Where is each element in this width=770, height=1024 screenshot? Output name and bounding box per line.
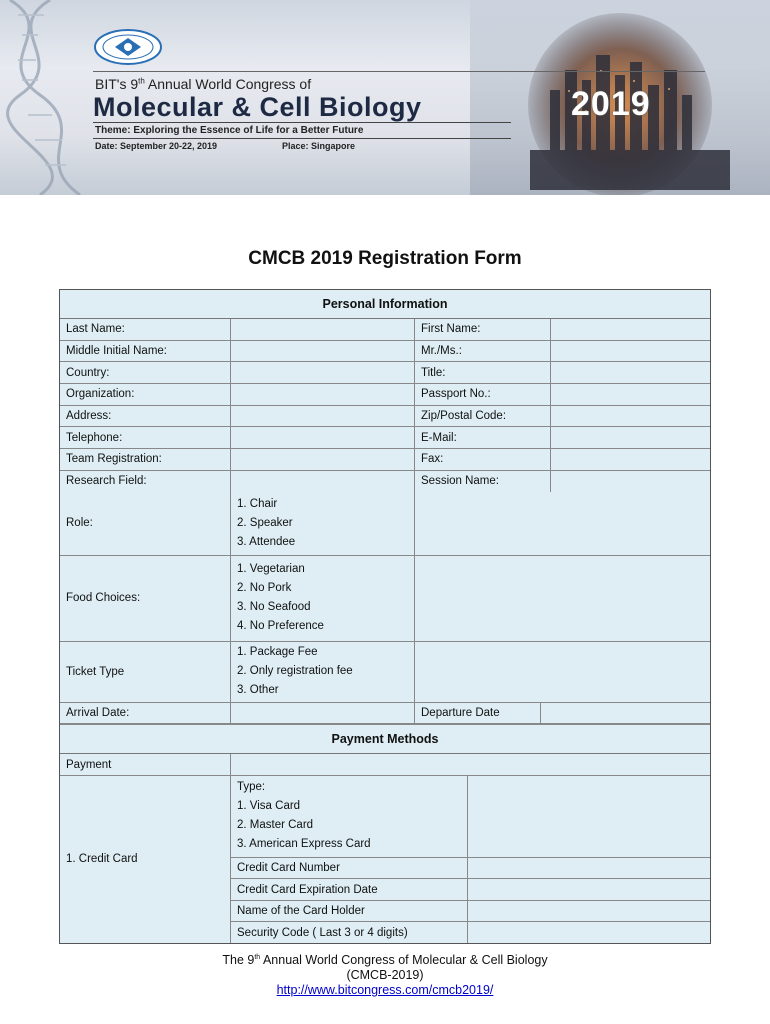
table-row (60, 427, 710, 449)
card-type-list (231, 776, 468, 857)
field-label: Zip/Postal Code: (415, 406, 551, 427)
field-label: Session Name: (415, 471, 551, 492)
card-type-option[interactable]: 3. American Express Card (237, 838, 371, 851)
credit-card-fields (231, 776, 710, 943)
role-label: Role: (60, 492, 231, 555)
card-expiration-input[interactable] (468, 879, 710, 900)
congress-year: 2019 (571, 85, 651, 123)
field-input[interactable] (551, 471, 710, 492)
payment-label: Payment (60, 754, 231, 775)
form-title: CMCB 2019 Registration Form (248, 248, 522, 269)
payment-row (60, 754, 710, 776)
congress-place: Place: Singapore (282, 141, 356, 151)
payment-methods-header: Payment Methods (60, 724, 710, 754)
field-label: Mr./Ms.: (415, 341, 551, 362)
congress-date: Date: September 20-22, 2019 (95, 141, 218, 151)
congress-name: Molecular & Cell Biology (93, 92, 422, 122)
field-input[interactable] (551, 362, 710, 383)
field-input[interactable] (551, 319, 710, 340)
footer-acronym: (CMCB-2019) (346, 968, 424, 983)
ticket-type-label: Ticket Type (60, 642, 231, 702)
card-type-heading: Type: (237, 781, 266, 794)
card-type-input[interactable] (468, 776, 710, 857)
field-input[interactable] (231, 319, 415, 340)
field-input[interactable] (551, 449, 710, 470)
field-label: Research Field: (60, 471, 231, 492)
congress-theme: Theme: Exploring the Essence of Life for a Better Future (95, 125, 364, 136)
field-input[interactable] (231, 449, 415, 470)
card-type-row (231, 776, 710, 858)
dates-row (60, 703, 710, 725)
food-option[interactable]: 2. No Pork (237, 582, 292, 594)
ticket-row (60, 642, 710, 703)
field-input[interactable] (551, 406, 710, 427)
field-input[interactable] (231, 406, 415, 427)
card-type-option[interactable]: 2. Master Card (237, 819, 314, 832)
card-number-row (231, 858, 710, 880)
role-option[interactable]: 2. Speaker (237, 516, 293, 529)
banner-rule (93, 71, 705, 72)
footer-website-link[interactable]: http://www.bitcongress.com/cmcb2019/ (276, 983, 494, 998)
field-label: Fax: (415, 449, 551, 470)
ticket-options (231, 642, 415, 702)
role-option[interactable]: 1. Chair (237, 497, 278, 510)
field-label: Middle Initial Name: (60, 341, 231, 362)
security-code-label: Security Code ( Last 3 or 4 digits) (231, 922, 468, 943)
food-row (60, 556, 710, 642)
table-row (60, 384, 710, 406)
ticket-input[interactable] (415, 642, 710, 702)
security-code-input[interactable] (468, 922, 710, 943)
field-label: Address: (60, 406, 231, 427)
arrival-date-label: Arrival Date: (60, 703, 231, 724)
ticket-option[interactable]: 3. Other (237, 684, 279, 696)
card-expiration-row (231, 879, 710, 901)
field-input[interactable] (551, 341, 710, 362)
role-input[interactable] (415, 492, 710, 555)
field-input[interactable] (231, 341, 415, 362)
ticket-option[interactable]: 2. Only registration fee (237, 665, 353, 677)
field-input[interactable] (551, 384, 710, 405)
table-row (60, 449, 710, 471)
field-label: Passport No.: (415, 384, 551, 405)
field-label: First Name: (415, 319, 551, 340)
field-label: Country: (60, 362, 231, 383)
field-label: Telephone: (60, 427, 231, 448)
role-option[interactable]: 3. Attendee (237, 535, 296, 548)
card-number-input[interactable] (468, 858, 710, 879)
food-options (231, 556, 415, 641)
personal-information-header: Personal Information (60, 290, 710, 319)
payment-input[interactable] (231, 754, 710, 775)
table-row (60, 319, 710, 341)
banner-rule (93, 138, 511, 139)
food-option[interactable]: 3. No Seafood (237, 601, 311, 613)
header-banner (0, 0, 770, 195)
departure-date-input[interactable] (541, 703, 710, 724)
card-number-label: Credit Card Number (231, 858, 468, 879)
card-holder-label: Name of the Card Holder (231, 901, 468, 922)
banner-rule (93, 122, 511, 123)
field-input[interactable] (231, 362, 415, 383)
congress-edition: BIT's 9th Annual World Congress of (95, 76, 312, 92)
card-holder-input[interactable] (468, 901, 710, 922)
arrival-date-input[interactable] (231, 703, 415, 724)
food-option[interactable]: 1. Vegetarian (237, 563, 305, 575)
credit-card-label: 1. Credit Card (60, 776, 231, 943)
card-type-option[interactable]: 1. Visa Card (237, 800, 301, 813)
table-row (60, 471, 710, 492)
field-input[interactable] (231, 471, 415, 492)
field-label: E-Mail: (415, 427, 551, 448)
food-option[interactable]: 4. No Preference (237, 620, 324, 632)
security-code-row (231, 922, 710, 943)
card-holder-row (231, 901, 710, 923)
credit-card-block (60, 776, 710, 943)
field-input[interactable] (231, 384, 415, 405)
field-input[interactable] (551, 427, 710, 448)
field-label: Last Name: (60, 319, 231, 340)
food-input[interactable] (415, 556, 710, 641)
ticket-option[interactable]: 1. Package Fee (237, 646, 318, 658)
society-logo-icon (93, 28, 163, 66)
registration-form (59, 289, 711, 944)
page-footer (0, 950, 770, 998)
food-choices-label: Food Choices: (60, 556, 231, 641)
departure-date-label: Departure Date (415, 703, 541, 724)
field-label: Title: (415, 362, 551, 383)
table-row (60, 341, 710, 363)
card-expiration-label: Credit Card Expiration Date (231, 879, 468, 900)
table-row (60, 406, 710, 428)
field-label: Team Registration: (60, 449, 231, 470)
table-row (60, 362, 710, 384)
field-label: Organization: (60, 384, 231, 405)
role-options (231, 492, 415, 555)
field-input[interactable] (231, 427, 415, 448)
role-row (60, 492, 710, 556)
footer-congress-line: The 9th Annual World Congress of Molecular & Cell Biology (222, 953, 548, 968)
